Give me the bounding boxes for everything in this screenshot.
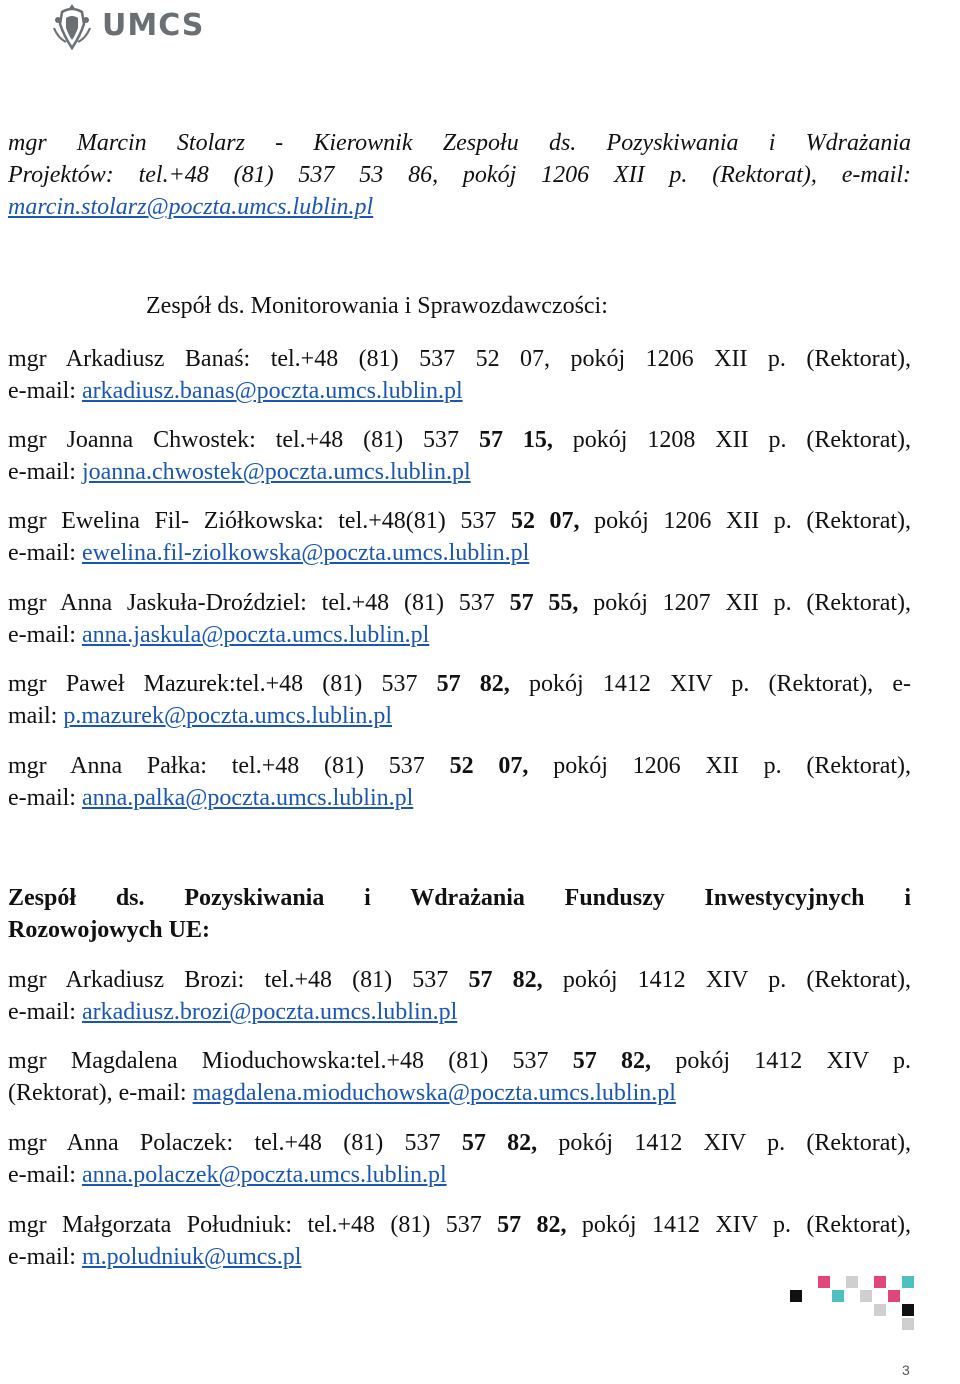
eu-funds-heading (8, 882, 911, 946)
person-line (8, 1127, 911, 1159)
manager-line-2: Projektów: tel.+48 (81) 537 53 86, pokój 1206 XII p. (Rektorat), e-mail: (8, 162, 911, 188)
person-email-line (8, 456, 911, 488)
logo-text: UMCS (102, 8, 205, 43)
person-text: pokój 1206 XII p. (Rektorat), (579, 508, 912, 534)
person-text: mgr Arkadiusz Brozi: tel.+48 (81) 537 (8, 967, 469, 993)
person-text: pokój 1412 XIV p. (Rektorat), e- (509, 671, 911, 697)
person-text: pokój 1412 XIV p. (Rektorat), (537, 1130, 912, 1156)
eu-heading-line-2: Rozowojowych UE: (8, 917, 210, 943)
umcs-emblem-icon (52, 2, 92, 52)
person-email-line (8, 996, 911, 1028)
person-line (8, 1209, 911, 1241)
person-text: mgr Joanna Chwostek: tel.+48 (81) 537 (8, 427, 479, 453)
phone-ext: 57 55, (509, 590, 579, 616)
person-email-line (8, 537, 911, 569)
person-text: mgr Ewelina Fil- Ziółkowska: tel.+48(81) 537 (8, 508, 511, 534)
email-prefix: e-mail: (8, 785, 82, 811)
umcs-logo (52, 2, 222, 52)
monitoring-person-5 (8, 668, 911, 732)
monitoring-person-3 (8, 505, 911, 569)
person-text: pokój 1208 XII p. (Rektorat), (552, 427, 912, 453)
person-line (8, 505, 911, 537)
person-email-line (8, 1241, 911, 1273)
email-prefix: e-mail: (8, 378, 82, 404)
person-line (8, 587, 911, 619)
monitoring-person-2 (8, 424, 911, 488)
phone-ext: 57 82, (572, 1048, 652, 1074)
person-email-link[interactable]: p.mazurek@poczta.umcs.lublin.pl (63, 703, 393, 729)
person-text: pokój 1412 XIV p. (Rektorat), (566, 1212, 911, 1238)
person-line (8, 424, 911, 456)
monitoring-person-4 (8, 587, 911, 651)
person-email-link[interactable]: anna.palka@poczta.umcs.lublin.pl (81, 785, 414, 811)
page-number: 3 (902, 1362, 910, 1378)
email-prefix: e-mail: (8, 459, 82, 485)
person-email-link[interactable]: arkadiusz.brozi@poczta.umcs.lublin.pl (81, 999, 458, 1025)
monitoring-person-6 (8, 750, 911, 814)
person-email-line (8, 375, 911, 407)
email-prefix: e-mail: (8, 1244, 82, 1270)
email-prefix: e-mail: (8, 999, 82, 1025)
person-line (8, 1045, 911, 1077)
eu-person-3 (8, 1127, 911, 1191)
email-prefix: e-mail: (8, 1162, 82, 1188)
person-line (8, 668, 911, 700)
phone-ext: 57 15, (478, 427, 553, 453)
email-prefix: (Rektorat), e-mail: (8, 1080, 193, 1106)
person-text: mgr Małgorzata Południuk: tel.+48 (81) 537 (8, 1212, 498, 1238)
person-text: pokój 1412 XIV p. (651, 1048, 912, 1074)
email-prefix: mail: (8, 703, 64, 729)
manager-email-line (8, 191, 911, 223)
person-text: pokój 1206 XII p. (Rektorat), (528, 753, 911, 779)
manager-email-link[interactable]: marcin.stolarz@poczta.umcs.lublin.pl (8, 194, 374, 220)
person-text: mgr Anna Pałka: tel.+48 (81) 537 (8, 753, 450, 779)
person-email-line (8, 619, 911, 651)
manager-block (8, 127, 911, 223)
phone-ext: 52 07, (449, 753, 529, 779)
person-text: mgr Anna Polaczek: tel.+48 (81) 537 (8, 1130, 462, 1156)
person-email-line (8, 1077, 911, 1109)
phone-ext: 57 82, (461, 1130, 538, 1156)
person-line (8, 964, 911, 996)
monitoring-heading: Zespół ds. Monitorowania i Sprawozdawczości: (146, 293, 608, 319)
phone-ext: 57 82, (468, 967, 543, 993)
person-text: mgr Magdalena Mioduchowska:tel.+48 (81) 537 (8, 1048, 573, 1074)
monitoring-person-1 (8, 343, 911, 407)
person-email-line (8, 1159, 911, 1191)
eu-heading-line-1: Zespół ds. Pozyskiwania i Wdrażania Funduszy Inwestycyjnych i (8, 885, 911, 911)
decorative-squares-icon (788, 1272, 958, 1342)
phone-ext: 52 07, (510, 508, 580, 534)
person-email-link[interactable]: ewelina.fil-ziolkowska@poczta.umcs.lublin.pl (81, 540, 530, 566)
person-line (8, 750, 911, 782)
eu-person-4 (8, 1209, 911, 1273)
phone-ext: 57 82, (436, 671, 510, 697)
person-text: mgr Anna Jaskuła-Droździel: tel.+48 (81) 537 (8, 590, 510, 616)
eu-person-1 (8, 964, 911, 1028)
eu-person-2 (8, 1045, 911, 1109)
person-email-link[interactable]: m.poludniuk@umcs.pl (81, 1244, 302, 1270)
email-prefix: e-mail: (8, 540, 82, 566)
manager-line-1: mgr Marcin Stolarz - Kierownik Zespołu ds. Pozyskiwania i Wdrażania (8, 130, 911, 156)
person-email-link[interactable]: magdalena.mioduchowska@poczta.umcs.lublin.pl (192, 1080, 676, 1106)
person-email-line (8, 700, 911, 732)
person-text: pokój 1207 XII p. (Rektorat), (578, 590, 912, 616)
phone-ext: 57 82, (497, 1212, 567, 1238)
person-email-line (8, 782, 911, 814)
person-text: pokój 1412 XIV p. (Rektorat), (542, 967, 912, 993)
email-prefix: e-mail: (8, 622, 82, 648)
person-line: mgr Arkadiusz Banaś: tel.+48 (81) 537 52 07, pokój 1206 XII p. (Rektorat), (8, 346, 911, 372)
person-email-link[interactable]: anna.jaskula@poczta.umcs.lublin.pl (81, 622, 430, 648)
person-text: mgr Paweł Mazurek:tel.+48 (81) 537 (8, 671, 437, 697)
person-email-link[interactable]: anna.polaczek@poczta.umcs.lublin.pl (81, 1162, 447, 1188)
person-email-link[interactable]: joanna.chwostek@poczta.umcs.lublin.pl (81, 459, 471, 485)
person-email-link[interactable]: arkadiusz.banas@poczta.umcs.lublin.pl (81, 378, 463, 404)
